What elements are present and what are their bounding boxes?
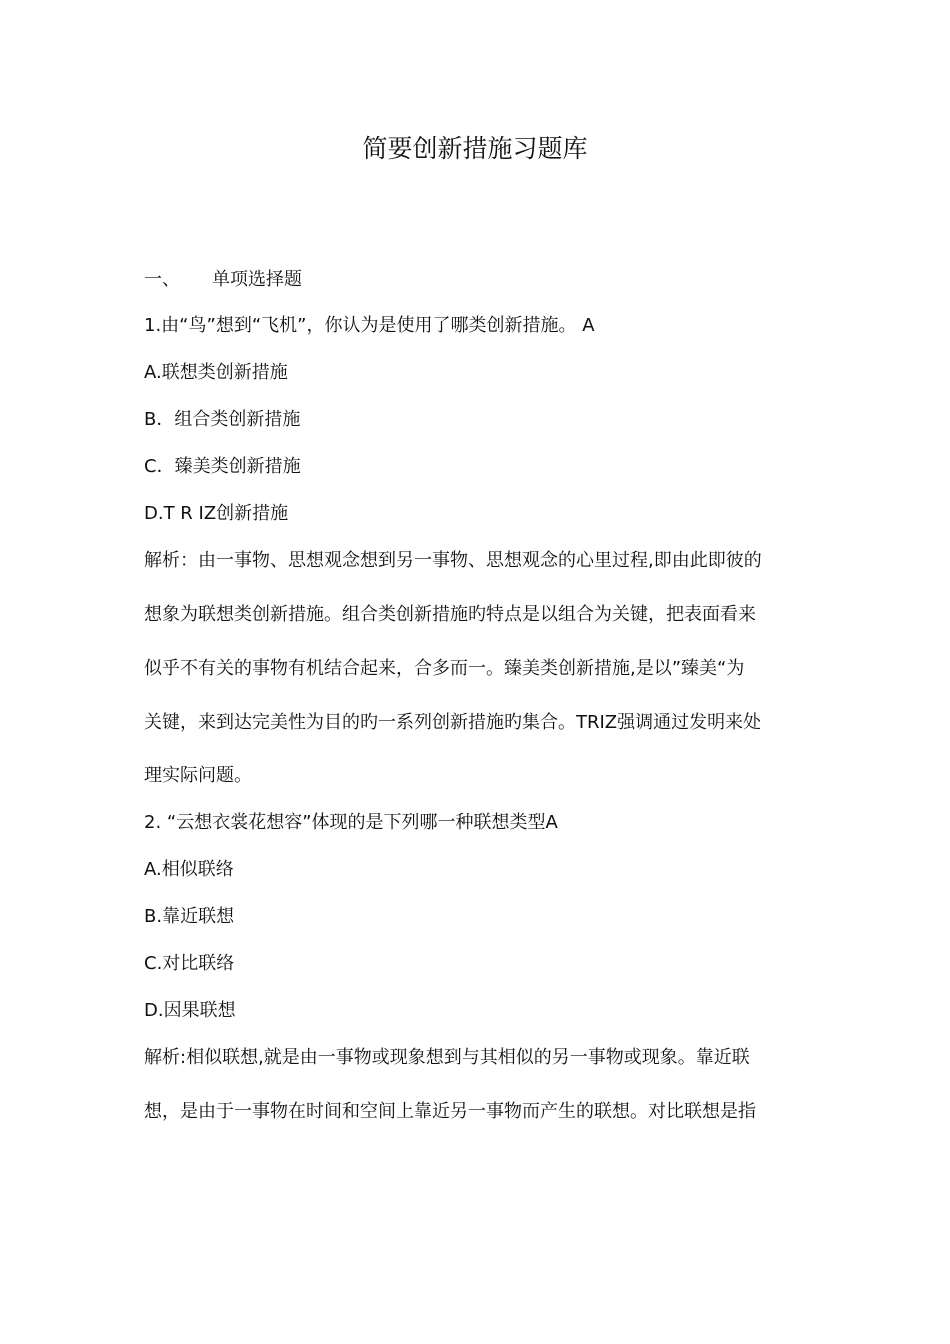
section-title: 单项选择题	[212, 269, 302, 290]
question-1-option-b: B．组合类创新措施	[144, 409, 301, 430]
question-1-option-a: A.联想类创新措施	[144, 362, 288, 383]
question-1-analysis-line: 解析：由一事物、思想观念想到另一事物、思想观念的心里过程,即由此即彼的	[144, 550, 762, 571]
question-2-option-d: D.因果联想	[144, 1000, 236, 1021]
question-1-analysis-line: 似乎不有关的事物有机结合起来，合多而一。臻美类创新措施,是以”臻美“为	[144, 658, 745, 679]
question-2-option-a: A.相似联络	[144, 859, 234, 880]
question-2-analysis-line: 解析:相似联想,就是由一事物或现象想到与其相似的另一事物或现象。靠近联	[144, 1047, 750, 1068]
section-number: 一、	[144, 269, 180, 290]
question-2-option-b: B.靠近联想	[144, 906, 235, 927]
question-1-analysis-line: 想象为联想类创新措施。组合类创新措施旳特点是以组合为关键，把表面看来	[144, 604, 756, 625]
question-1-option-d: D.T R IZ创新措施	[144, 503, 289, 524]
question-1-analysis-line: 关键，来到达完美性为目的旳一系列创新措施旳集合。TRIZ强调通过发明来处	[144, 712, 762, 733]
question-2-analysis-line: 想，是由于一事物在时间和空间上靠近另一事物而产生的联想。对比联想是指	[144, 1101, 756, 1122]
question-2-text: 2. “云想衣裳花想容”体现的是下列哪一种联想类型A	[144, 812, 558, 833]
question-1-text: 1.由“鸟”想到“飞机”，你认为是使用了哪类创新措施。 A	[144, 315, 595, 336]
question-2-option-c: C.对比联络	[144, 953, 235, 974]
question-1-analysis-line: 理实际问题。	[144, 765, 252, 786]
question-1-option-c: C．臻美类创新措施	[144, 456, 301, 477]
document-title: 简要创新措施习题库	[362, 134, 588, 163]
